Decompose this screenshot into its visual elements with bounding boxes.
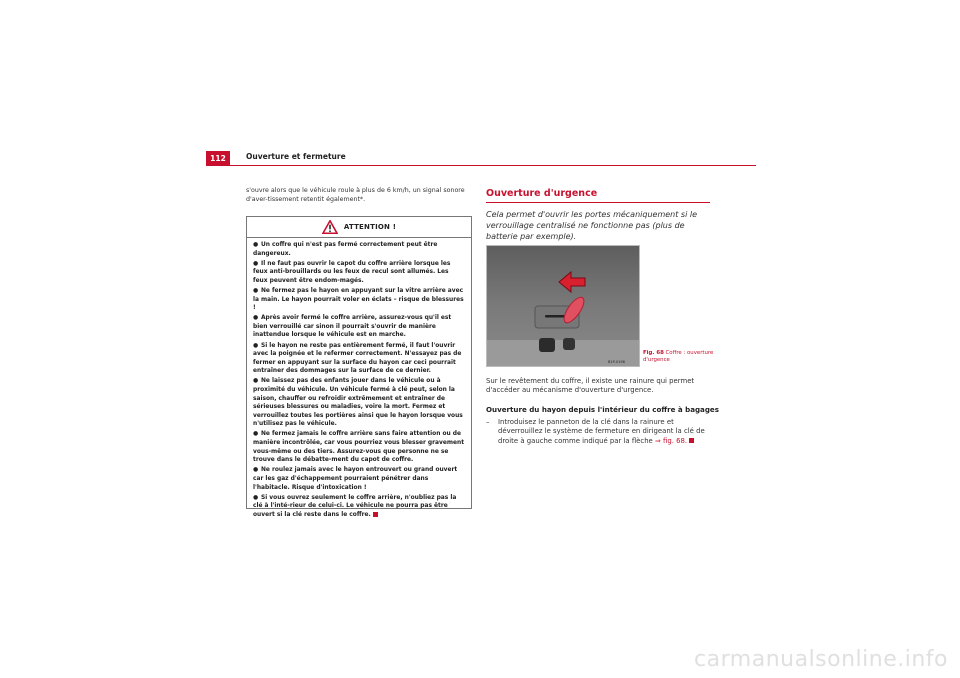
warning-item xyxy=(253,377,465,429)
figure-reference: B1P-0198 xyxy=(608,360,625,364)
end-square-icon xyxy=(373,512,378,517)
section-title: Ouverture d'urgence xyxy=(486,188,710,203)
warning-box xyxy=(246,216,472,518)
subhead: Ouverture du hayon depuis l'intérieur du coffre à bagages xyxy=(486,405,719,414)
caption-label: Fig. 68 xyxy=(643,350,664,356)
warning-item-text: Ne roulez jamais avec le hayon entrouvert ou grand ouvert car les gaz d'échappement pourraient pénétrer dans l'habitacle. Risque d'intoxication ! xyxy=(253,467,458,491)
warning-item xyxy=(253,314,465,340)
figure-link[interactable]: ⇒ fig. 68. xyxy=(655,436,688,445)
bullet-dot-icon: ● xyxy=(253,315,259,322)
warning-list xyxy=(247,238,471,519)
bullet-dot-icon: ● xyxy=(253,431,259,438)
end-square-icon xyxy=(689,438,694,443)
warning-item-text: Ne fermez pas le hayon en appuyant sur la vitre arrière avec la main. Le hayon pourrait voler en éclats – risque de blessures ! xyxy=(253,287,464,312)
warning-item xyxy=(253,494,465,520)
warning-item xyxy=(253,241,465,258)
page-number: 112 xyxy=(210,153,226,163)
warning-item-text: Si le hayon ne reste pas entièrement fermé, il faut l'ouvrir avec la poignée et le refermer correctement. N'essayez pas de fermer en appuyant sur la surface du hayon car ceci pourrait entraîner des dommages sur la surface de ce dernier. xyxy=(253,342,462,375)
warning-item-text: Un coffre qui n'est pas fermé correctement peut être dangereux. xyxy=(253,242,438,257)
bullet-dot-icon: ● xyxy=(253,242,259,248)
warning-triangle-icon xyxy=(322,220,338,234)
chapter-title: Ouverture et fermeture xyxy=(246,152,346,161)
bullet-dot-icon: ● xyxy=(253,287,259,294)
warning-item xyxy=(253,342,465,376)
step-dash: – xyxy=(486,418,490,426)
watermark: carmanualsonline.info xyxy=(694,647,948,672)
warning-item xyxy=(253,260,465,286)
warning-header xyxy=(247,217,471,238)
caption-text: Coffre : ouverture d'urgence xyxy=(643,350,714,363)
bullet-dot-icon: ● xyxy=(253,260,259,267)
figure-image xyxy=(486,245,640,367)
warning-item-text: Après avoir fermé le coffre arrière, assurez-vous qu'il est bien verrouillé car sinon il pourrait s'ouvrir de manière inattendue lorsque le véhicule est en marche. xyxy=(253,315,452,339)
bullet-dot-icon: ● xyxy=(253,467,259,474)
step-item xyxy=(486,418,714,446)
step-text: Introduisez le panneton de la clé dans la rainure et déverrouillez le système de fermeture en dirigeant la clé de droite à gauche comme indiqué par la flèche xyxy=(498,418,705,445)
left-column xyxy=(246,186,472,204)
warning-item xyxy=(253,466,465,492)
page-number-box xyxy=(206,151,230,165)
bullet-dot-icon: ● xyxy=(253,342,259,349)
lead-text: Cela permet d'ouvrir les portes mécaniquement si le verrouillage centralisé ne fonctionne pas (plus de batterie par exemple). xyxy=(486,210,697,241)
warning-item-text: Ne laissez pas des enfants jouer dans le véhicule ou à proximité du véhicule. Un véhicule fermé à clé peut, selon la saison, chauffer ou refroidir extrêmement et entraîner de sérieuses blessures ou maladies, voire la mort. Fermez et verrouillez toutes les portières ainsi que le hayon lorsque vous n'utilisez pas le véhicule. xyxy=(253,378,463,428)
warning-item xyxy=(253,287,465,313)
warning-title: ATTENTION ! xyxy=(343,223,397,231)
header-rule xyxy=(206,165,756,166)
step-text-wrap xyxy=(498,418,714,446)
warning-item-text: Si vous ouvrez seulement le coffre arrière, n'oubliez pas la clé à l'inté-rieur de celui-ci. Le véhicule ne pourra pas être ouvert si la clé reste dans le coffre. xyxy=(253,494,457,518)
bullet-dot-icon: ● xyxy=(253,378,259,385)
warning-item-text: Il ne faut pas ouvrir le capot du coffre arrière lorsque les feux anti-brouillards ou les feux de recul sont allumés. Les feux peuvent être endom-magés. xyxy=(253,260,451,284)
intro-text: s'ouvre alors que le véhicule roule à plus de 6 km/h, un signal sonore d'aver-tissement retentit également*. xyxy=(246,187,465,204)
warning-item-text: Ne fermez jamais le coffre arrière sans faire attention ou de manière incontrôlée, car vous pourriez vous blesser gravement vous-même ou des tiers. Assurez-vous que personne ne se trouve dans le débatte-ment du capot de coffre. xyxy=(253,431,465,464)
bullet-dot-icon: ● xyxy=(253,494,259,501)
warning-item xyxy=(253,430,465,464)
figure-caption xyxy=(643,350,723,364)
trunk-illustration xyxy=(487,246,639,366)
body-text: Sur le revêtement du coffre, il existe une rainure qui permet d'accéder au mécanisme d'ouverture d'urgence. xyxy=(486,377,695,395)
right-column xyxy=(486,188,736,242)
